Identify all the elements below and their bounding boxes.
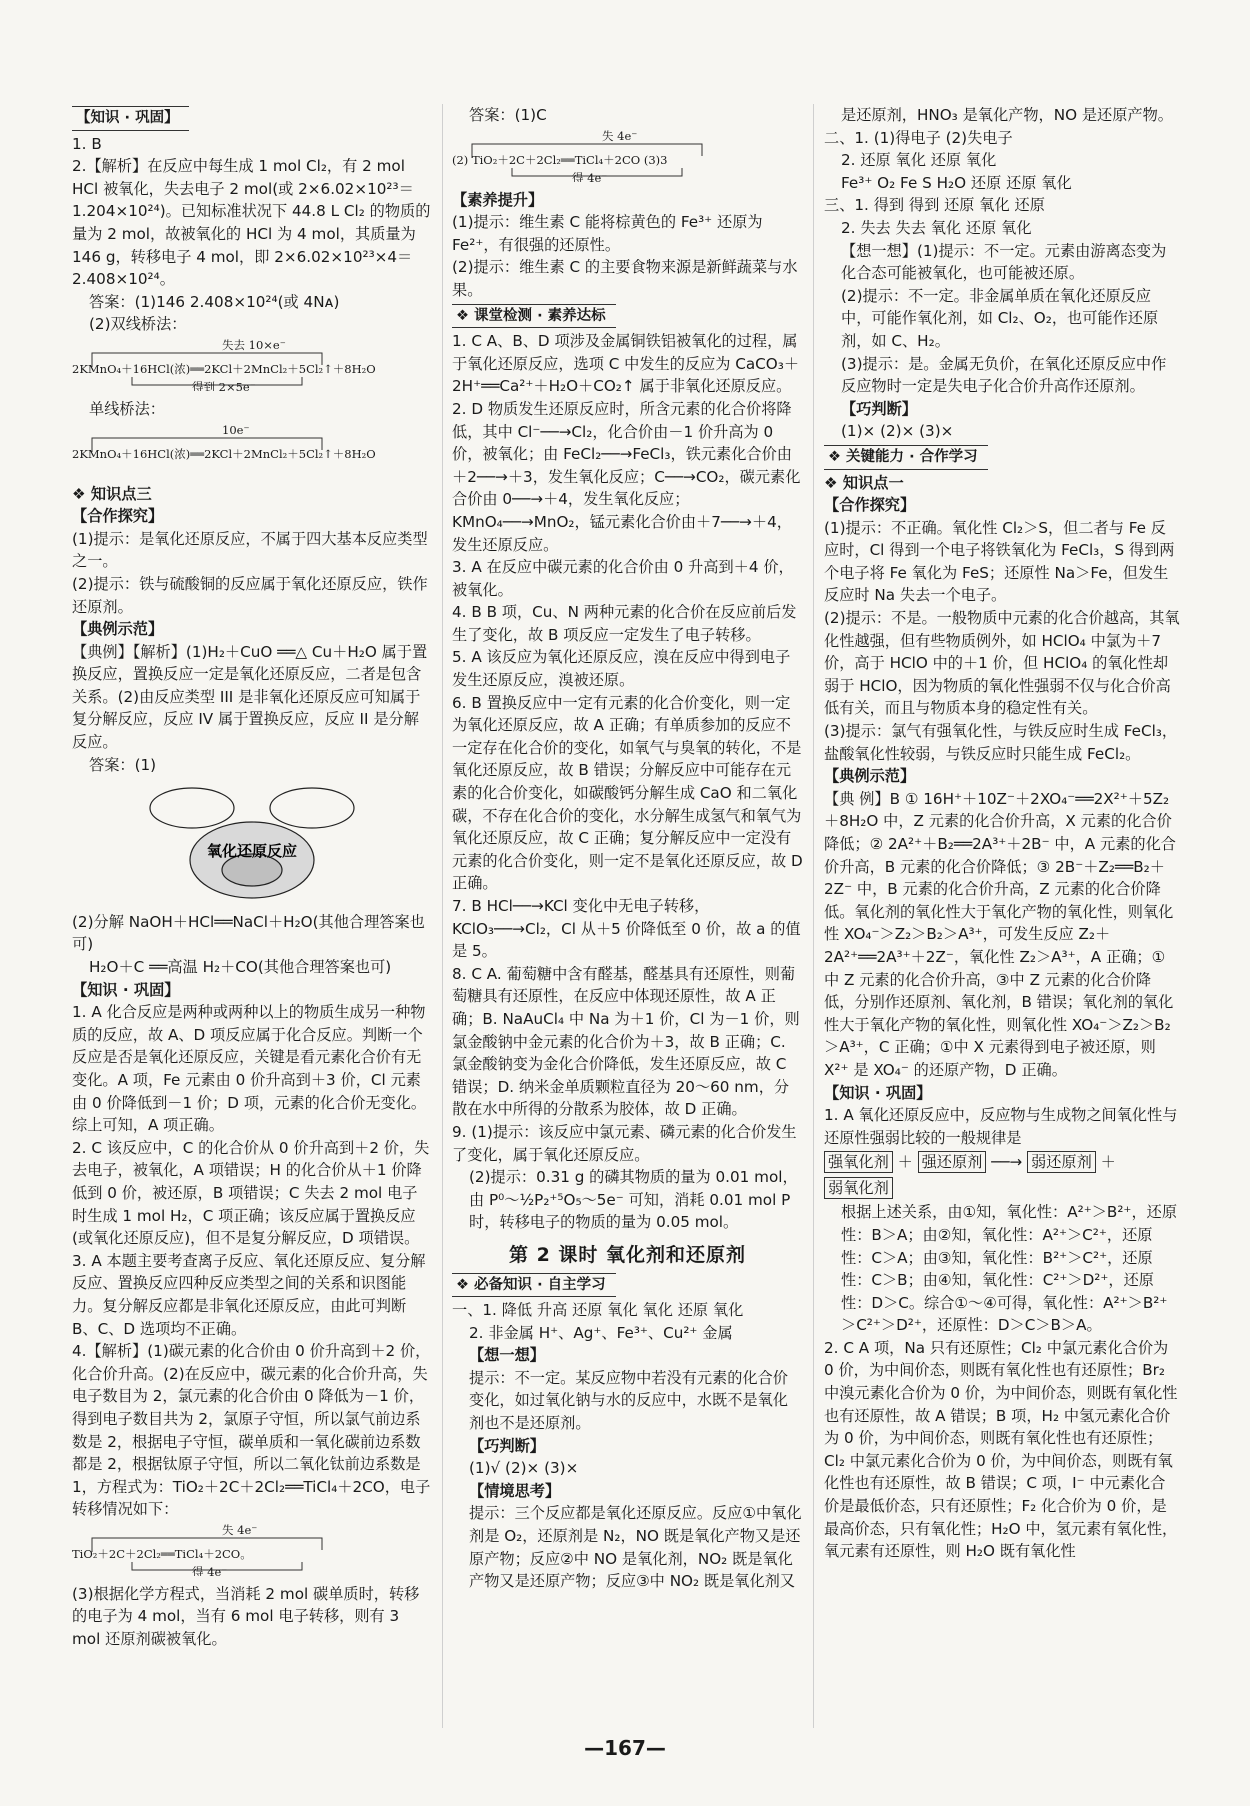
text-paragraph: Fe³⁺ O₂ Fe S H₂O 还原 还原 氧化 — [841, 173, 1072, 192]
section-heading-label: ❖ 必备知识 · 自主学习 — [452, 1273, 616, 1298]
text-paragraph: H₂O＋C ══高温 H₂＋CO(其他合理答案也可) — [89, 958, 392, 977]
text-paragraph: (2)提示：不是。一般物质中元素的化合价越高，其氧化性越强，但有些物质例外，如 HClO₄ 中氯为＋7 价，高于 HClO 中的＋1 价，但 HClO₄ 的氧化性却弱于 HClO，因为物质的氧化性强弱不仅与化合价高低有关，而且与物质本身的稳定性有关。 — [824, 609, 1180, 718]
section-heading — [452, 302, 803, 331]
text-paragraph: (2)提示：维生素 C 的主要食物来源是新鲜蔬菜与水果。 — [452, 258, 798, 299]
electron-transfer-diagram — [72, 339, 432, 394]
text-paragraph: 2. 非金属 H⁺、Ag⁺、Fe³⁺、Cu²⁺ 金属 — [469, 1323, 733, 1342]
text-paragraph: 【情境思考】 — [469, 1481, 561, 1500]
text-paragraph: 【巧判断】 — [469, 1436, 545, 1455]
text-paragraph: (2)分解 NaOH＋HCl══NaCl＋H₂O(其他合理答案也可) — [72, 912, 425, 954]
section-heading — [452, 1271, 803, 1300]
equation: 2KMnO₄＋16HCl(浓)══2KCl＋2MnCl₂＋5Cl₂↑＋8H₂O — [72, 446, 376, 461]
electron-transfer-diagram — [452, 130, 803, 185]
electron-transfer-arrows — [452, 130, 792, 182]
text-paragraph: 3. A 本题主要考查离子反应、氧化还原反应、复分解反应、置换反应四种反应类型之间的关系和识图能力。复分解反应都是非氧化还原反应，由此可判断 B、C、D 选项均不正确。 — [72, 1251, 426, 1338]
transfer-label-top: 10e⁻ — [222, 423, 250, 437]
venn-shapes — [132, 782, 372, 902]
rule-term: 强还原剂 — [918, 1151, 987, 1173]
text-paragraph: 提示：不一定。某反应物中若没有元素的化合价变化，如过氧化钠与水的反应中，水既不是氧化剂也不是还原剂。 — [469, 1368, 788, 1433]
text-paragraph: 2. 失去 失去 氧化 还原 氧化 — [841, 218, 1032, 237]
venn-ellipse — [150, 788, 234, 828]
text-paragraph: 三、1. 得到 得到 还原 氧化 还原 — [824, 196, 1045, 215]
text-paragraph: 4. B B 项，Cu、N 两种元素的化合价在反应前后发生了变化，故 B 项反应一定发生了电子转移。 — [452, 603, 797, 644]
text-paragraph: (2)提示：铁与硫酸铜的反应属于氧化还原反应，铁作还原剂。 — [72, 574, 428, 616]
operator: ＋ — [1095, 1153, 1116, 1172]
text-paragraph: 2. D 物质发生还原反应时，所含元素的化合价将降低，其中 Cl⁻──→Cl₂，化合价由－1 价升高为 0 价，被氧化；由 FeCl₂──→FeCl₃，铁元素化合价由＋2──→＋3，发生氧化反应；C──→CO₂，碳元素化合价由 0──→＋4，发生氧化反应；KMnO₄──→MnO₂，锰元素化合价由＋7──→＋4，发生还原反应。 — [452, 399, 801, 554]
text-paragraph: 【合作探究】 — [72, 507, 164, 526]
text-paragraph: (3)提示：是。金属无负价，在氧化还原反应中作反应物时一定是失电子化合价升高作还原剂。 — [841, 354, 1167, 396]
text-paragraph: 2. C 该反应中，C 的化合价从 0 价升高到＋2 价，失去电子，被氧化，A 项错误；H 的化合价从＋1 价降低到 0 价，被还原，B 项错误；C 失去 2 mol 电子时生成 1 mol H₂，C 项正确；该反应属于置换反应(或氧化还原反应)，但不是复分解反应，D 项错误。 — [72, 1138, 430, 1248]
text-paragraph: 【知识 · 巩固】 — [72, 980, 180, 999]
text-paragraph: 2. 还原 氧化 还原 氧化 — [841, 151, 997, 170]
electron-transfer-arrows — [72, 1524, 412, 1576]
text-paragraph: 4.【解析】(1)碳元素的化合价由 0 价升高到＋2 价，化合价升高。(2)在反应中，碳元素的化合价升高，失电子数目为 2，氯元素的化合价由 0 降低为－1 价，得到电子数目共为 2，氯原子守恒，所以氯气前边系数是 2，根据电子守恒，碳单质和一氧化碳前边系数都是 2，根据钛原子守恒，所以二氧化钛前边系数是 1，方程式为：TiO₂＋2C＋2Cl₂══TiCl₄＋2CO，电子转移情况如下： — [72, 1342, 431, 1519]
section-heading-label: ❖ 课堂检测 · 素养达标 — [452, 304, 616, 329]
text-paragraph: ❖ 知识点一 — [824, 473, 904, 492]
text-paragraph: (3)根据化学方程式，当消耗 2 mol 碳单质时，转移的电子为 4 mol，当有 6 mol 电子转移，则有 3 mol 还原剂碳被氧化。 — [72, 1584, 420, 1649]
text-paragraph: 【典例示范】 — [824, 767, 916, 786]
transfer-label-top: 失 4e⁻ — [222, 1523, 258, 1537]
section-heading-label: ❖ 关键能力 · 合作学习 — [824, 445, 988, 470]
equation: (2) TiO₂＋2C＋2Cl₂══TiCl₄＋2CO (3)3 — [452, 152, 668, 167]
electron-transfer-arrows — [72, 424, 412, 476]
text-paragraph: 【巧判断】 — [841, 399, 917, 418]
page-number: —167— — [584, 1736, 666, 1760]
transfer-label-top: 失去 10×e⁻ — [222, 338, 286, 352]
text-paragraph: 答案：(1) — [89, 755, 157, 774]
text-paragraph: 答案：(1)C — [469, 106, 547, 124]
text-paragraph: 6. B 置换反应中一定有元素的化合价变化，则一定为氧化还原反应，故 A 正确；有单质参加的反应不一定存在化合价的变化，如氧气与臭氧的转化，不是氧化还原反应，故 B 错误；分解反应中可能存在元素的化合价变化，如碳酸钙分解生成 CaO 和二氧化碳，不存在化合价的变化，水分解生成氢气和氧气为氧化还原反应，故 C 正确；复分解反应中一定没有元素的化合价变化，则一定不是氧化还原反应，故 D 正确。 — [452, 693, 803, 893]
text-paragraph: 3. A 在反应中碳元素的化合价由 0 升高到＋4 价，被氧化。 — [452, 558, 794, 599]
text-paragraph: (1)提示：不正确。氧化性 Cl₂＞S，但二者与 Fe 反应时，Cl 得到一个电子将铁氧化为 FeCl₃，S 得到两个电子将 Fe 氧化为 FeS；还原性 Na＞Fe，但发生反应时 Na 失去一个电子。 — [824, 518, 1175, 605]
operator: ＋ — [892, 1153, 918, 1172]
column-1 — [72, 104, 432, 1728]
text-paragraph: ❖ 知识点三 — [72, 484, 152, 503]
column-divider — [813, 104, 814, 1728]
text-paragraph: 提示：三个反应都是氧化还原反应。反应①中氧化剂是 O₂，还原剂是 N₂，NO 既是氧化产物又是还原产物；反应②中 NO 是氧化剂，NO₂ 既是氧化产物又是还原产物；反应③中 NO₂ 既是氧化剂又 — [469, 1504, 802, 1591]
text-paragraph: 【典 例】B ① 16H⁺＋10Z⁻＋2XO₄⁻══2X²⁺＋5Z₂＋8H₂O 中，Z 元素的化合价升高，X 元素的化合价降低；② 2A²⁺＋B₂══2A³⁺＋2B⁻ 中，A 元素的化合价升高，B 元素的化合价降低；③ 2B⁻＋Z₂══B₂＋2Z⁻ 中，B 元素的化合价升高，Z 元素的化合价降低。氧化剂的氧化性大于氧化产物的氧化性，则氧化性 XO₄⁻＞Z₂＞B₂＞A³⁺，可发生反应 Z₂＋2A²⁺══2A³⁺＋2Z⁻，氧化性 Z₂＞A³⁺，A 正确；①中 Z 元素的化合价升高，③中 Z 元素的化合价降低，分别作还原剂、氧化剂，B 错误；氧化剂的氧化性大于氧化产物的氧化性，则氧化性 XO₄⁻＞Z₂＞B₂＞A³⁺，C 正确；①中 X 元素得到电子被还原，则 X²⁺ 是 XO₄⁻ 的还原产物，D 正确。 — [824, 789, 1176, 1079]
text-paragraph: (2)提示：不一定。非金属单质在氧化还原反应中，可能作氧化剂，如 Cl₂、O₂，也可能作还原剂，如 C、H₂。 — [841, 286, 1159, 350]
section-heading-label: 【知识 · 巩固】 — [72, 106, 189, 131]
text-paragraph: 二、1. (1)得电子 (2)失电子 — [824, 128, 1013, 147]
text-paragraph: 是还原剂，HNO₃ 是氧化产物，NO 是还原产物。 — [841, 106, 1173, 124]
equation: TiO₂＋2C＋2Cl₂══TiCl₄＋2CO。 — [72, 1546, 252, 1561]
section-heading — [824, 443, 1180, 472]
transfer-label-top: 失 4e⁻ — [602, 129, 638, 143]
operator: ──→ — [986, 1153, 1028, 1172]
text-paragraph: 【想一想】(1)提示：不一定。元素由游离态变为化合态可能被氧化，也可能被还原。 — [841, 241, 1167, 283]
text-paragraph: (1)× (2)× (3)× — [841, 422, 954, 441]
electron-transfer-diagram — [72, 1524, 432, 1579]
text-paragraph: 8. C A. 葡萄糖中含有醛基，醛基具有还原性，则葡萄糖具有还原性，在反应中体现还原性，故 A 正确；B. NaAuCl₄ 中 Na 为＋1 价，Cl 为－1 价，则氯金酸钠中金元素的化合价为＋3，故 B 正确；C. 氯金酸钠变为金化合价降低，发生还原反应，故 C 错误；D. 纳米金单质颗粒直径为 20～60 nm，分散在水中所得的分散系为胶体，故 D 正确。 — [452, 964, 800, 1119]
text-paragraph: 【素养提升】 — [452, 190, 544, 209]
text-paragraph: 9. (1)提示：该反应中氯元素、磷元素的化合价发生了变化，属于氧化还原反应。 — [452, 1122, 797, 1164]
text-paragraph: 1. A 化合反应是两种或两种以上的物质生成另一种物质的反应，故 A、D 项反应属于化合反应。判断一个反应是否是氧化还原反应，关键是看元素化合价有无变化。A 项，Fe 元素由 0 价升高到＋3 价，Cl 元素由 0 价降低到－1 价；D 项，元素的化合价无变化。综上可知，A 项正确。 — [72, 1003, 427, 1135]
rule-term: 强氧化剂 — [824, 1151, 893, 1173]
electron-transfer-arrows — [72, 339, 412, 391]
venn-label: 氧化还原反应 — [206, 842, 298, 861]
transfer-label-bottom: 得 4e⁻ — [572, 170, 608, 182]
text-paragraph: (2)提示：0.31 g 的磷其物质的量为 0.01 mol，由 P⁰～½P₂⁺⁵O₅～5e⁻ 可知，消耗 0.01 mol P 时，转移电子的物质的量为 0.05 mol。 — [469, 1168, 798, 1232]
text-paragraph: 【知识 · 巩固】 — [824, 1083, 932, 1102]
text-paragraph: 5. A 该反应为氧化还原反应，溴在反应中得到电子发生还原反应，溴被还原。 — [452, 648, 791, 690]
text-paragraph: (3)提示：氯气有强氧化性，与铁反应时生成 FeCl₃，盐酸氧化性较弱，与铁反应时只能生成 FeCl₂。 — [824, 722, 1178, 763]
text-paragraph: 2.【解析】在反应中每生成 1 mol Cl₂，有 2 mol HCl 被氧化，失去电子 2 mol(或 2×6.02×10²³＝1.204×10²⁴)。已知标准状况下 44.8 L Cl₂ 的物质的量为 2 mol，故被氧化的 HCl 为 4 mol，其质量为 146 g，转移电子 4 mol，即 2×6.02×10²³×4＝2.408×10²⁴。 — [72, 157, 431, 289]
text-paragraph: (1)提示：维生素 C 能将棕黄色的 Fe³⁺ 还原为 Fe²⁺，有很强的还原性。 — [452, 213, 763, 254]
section-heading — [72, 104, 432, 133]
text-paragraph: 【典例示范】 — [72, 620, 164, 639]
comparison-rule — [824, 1149, 1180, 1201]
text-paragraph: 【合作探究】 — [824, 496, 916, 515]
lesson-title: 第 2 课时 氧化剂和还原剂 — [508, 1243, 747, 1266]
rule-term: 弱氧化剂 — [824, 1177, 893, 1199]
transfer-label-bottom: 得到 2×5e⁻ — [192, 379, 256, 391]
transfer-label-bottom: 得 4e⁻ — [192, 1564, 228, 1576]
text-paragraph: 1. A 氧化还原反应中，反应物与生成物之间氧化性与还原性强弱比较的一般规律是 — [824, 1106, 1178, 1147]
text-paragraph: 一、1. 降低 升高 还原 氧化 氧化 还原 氧化 — [452, 1301, 744, 1320]
text-paragraph: 【典例】【解析】(1)H₂＋CuO ══△ Cu＋H₂O 属于置换反应，置换反应一定是氧化还原反应，二者是包含关系。(2)由反应类型 III 是非氧化还原反应可知属于复分解反应，反应 IV 属于置换反应，反应 II 是分解反应。 — [72, 642, 428, 752]
electron-transfer-diagram — [72, 424, 432, 479]
text-paragraph: (2)双线桥法： — [89, 315, 187, 334]
rule-term: 弱还原剂 — [1027, 1151, 1096, 1173]
text-paragraph: 1. C A、B、D 项涉及金属铜铁铝被氧化的过程，属于氧化还原反应，选项 C 中发生的反应为 CaCO₃＋2H⁺══Ca²⁺＋H₂O＋CO₂↑ 属于非氧化还原反应。 — [452, 332, 800, 396]
text-paragraph: 根据上述关系，由①知，氧化性：A²⁺＞B²⁺，还原性：B＞A；由②知，氧化性：A²⁺＞C²⁺，还原性：C＞A；由③知，氧化性：B²⁺＞C²⁺，还原性：C＞B；由④知，氧化性：C²⁺＞D²⁺，还原性：D＞C。综合①～④可得，氧化性：A²⁺＞B²⁺＞C²⁺＞D²⁺，还原性：D＞C＞B＞A。 — [841, 1203, 1178, 1335]
column-2 — [452, 104, 803, 1728]
column-divider — [442, 104, 443, 1728]
equation: 2KMnO₄＋16HCl(浓)══2KCl＋2MnCl₂＋5Cl₂↑＋8H₂O — [72, 361, 376, 376]
text-paragraph: 1. B — [72, 134, 102, 153]
text-paragraph: 单线桥法： — [89, 399, 165, 418]
column-3 — [824, 104, 1180, 1728]
venn-diagram — [132, 782, 432, 909]
text-paragraph: 2. C A 项，Na 只有还原性；Cl₂ 中氯元素化合价为 0 价，为中间价态，则既有氧化性也有还原性；Br₂ 中溴元素化合价为 0 价，为中间价态，则既有氧化性也有还原性，故 A 错误；B 项，H₂ 中氢元素化合价为 0 价，为中间价态，则既有氧化性也有还原性；Cl₂ 中氯元素化合价为 0 价，为中间价态，则既有氧化性也有还原性，故 B 错误；C 项，I⁻ 中元素化合价是最低价态，只有还原性；F₂ 化合价为 0 价，是最高价态，只有氧化性；H₂O 中，氢元素有氧化性，氧元素有还原性，则 H₂O 既有氧化性 — [824, 1338, 1178, 1561]
text-paragraph: (1)提示：是氧化还原反应，不属于四大基本反应类型之一。 — [72, 529, 428, 571]
text-paragraph: 答案：(1)146 2.408×10²⁴(或 4Nᴀ) — [89, 292, 340, 311]
text-paragraph: (1)√ (2)× (3)× — [469, 1459, 579, 1478]
text-paragraph: 7. B HCl──→KCl 变化中无电子转移，KClO₃──→Cl₂，Cl 从＋5 价降低至 0 价，故 a 的值是 5。 — [452, 897, 801, 961]
venn-ellipse — [270, 788, 354, 828]
text-paragraph: 【想一想】 — [469, 1346, 545, 1365]
